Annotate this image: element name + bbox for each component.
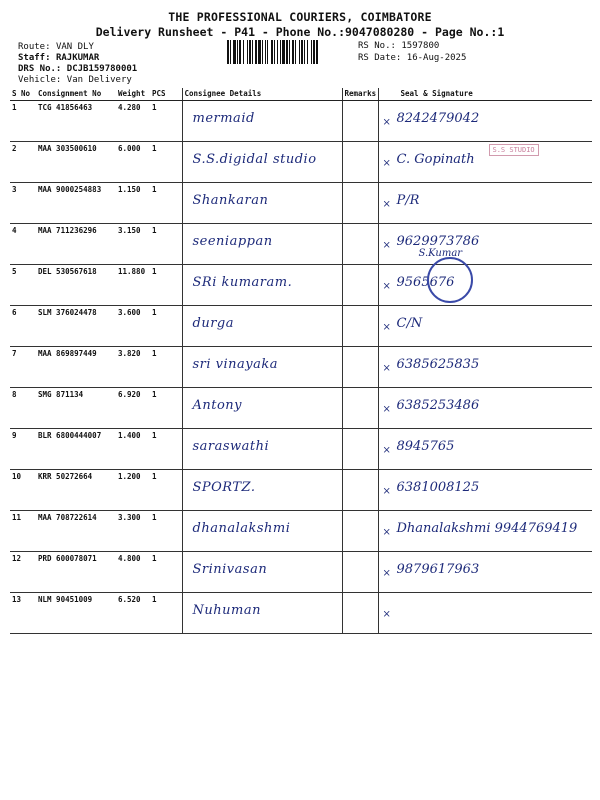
rs-date-value: 16-Aug-2025: [406, 52, 467, 63]
pcs-cell: 1: [150, 306, 182, 347]
seal-signature-cell: [378, 101, 592, 142]
tick-mark-icon: ×: [382, 117, 391, 128]
seal-signature-cell: [378, 224, 592, 265]
weight-cell: 3.150: [116, 224, 150, 265]
consignee-handwriting: durga: [192, 316, 234, 331]
pcs-cell: 1: [150, 265, 182, 306]
rs-no-value: 1597800: [401, 41, 440, 51]
col-seal: Seal & Signature: [378, 88, 592, 101]
weight-cell: 3.820: [116, 347, 150, 388]
consignment-cell: MAA 708722614: [36, 511, 116, 552]
remarks-cell: [342, 142, 378, 183]
tick-mark-icon: ×: [382, 322, 391, 333]
rs-date-line: RS Date: 16-Aug-2025: [358, 52, 467, 63]
sno-cell: 9: [10, 429, 36, 470]
consignee-cell: [182, 142, 342, 183]
col-consignment: Consignment No: [36, 88, 116, 101]
remarks-cell: [342, 265, 378, 306]
weight-cell: 1.200: [116, 470, 150, 511]
pcs-cell: 1: [150, 429, 182, 470]
consignee-cell: [182, 593, 342, 634]
seal-signature-cell: [378, 347, 592, 388]
pcs-cell: 1: [150, 183, 182, 224]
consignee-handwriting: Srinivasan: [192, 562, 268, 577]
tick-mark-icon: ×: [382, 363, 391, 374]
col-weight: Weight: [116, 88, 150, 101]
table-row: [10, 552, 592, 593]
signature-handwriting: 9629973786: [396, 234, 480, 249]
col-consignee: Consignee Details: [182, 88, 342, 101]
remarks-cell: [342, 347, 378, 388]
sno-cell: 10: [10, 470, 36, 511]
seal-signature-cell: [378, 306, 592, 347]
round-seal-stamp: [427, 257, 473, 303]
sno-cell: 11: [10, 511, 36, 552]
remarks-cell: [342, 388, 378, 429]
consignment-cell: KRR 50272664: [36, 470, 116, 511]
drs-value: DCJB159780001: [66, 64, 138, 74]
barcode: [227, 40, 354, 64]
seal-signature-cell: [378, 265, 592, 306]
table-row: [10, 306, 592, 347]
col-sno: S No: [10, 88, 36, 101]
tick-mark-icon: ×: [382, 568, 391, 579]
table-row: [10, 593, 592, 634]
weight-cell: 1.400: [116, 429, 150, 470]
pcs-cell: 1: [150, 552, 182, 593]
vehicle-value: Van Delivery: [66, 75, 132, 85]
remarks-cell: [342, 224, 378, 265]
consignment-cell: NLM 90451009: [36, 593, 116, 634]
route-value: VAN DLY: [55, 42, 94, 52]
sno-cell: 3: [10, 183, 36, 224]
consignee-cell: [182, 265, 342, 306]
remarks-cell: [342, 306, 378, 347]
pcs-cell: 1: [150, 593, 182, 634]
table-row: [10, 511, 592, 552]
consignment-cell: MAA 711236296: [36, 224, 116, 265]
consignee-handwriting: SPORTZ.: [192, 480, 256, 495]
consignee-handwriting: saraswathi: [192, 439, 270, 454]
col-pcs: PCS: [150, 88, 182, 101]
consignment-cell: SMG 871134: [36, 388, 116, 429]
table-row: [10, 265, 592, 306]
table-row: [10, 429, 592, 470]
remarks-cell: [342, 183, 378, 224]
consignee-cell: [182, 552, 342, 593]
signature-handwriting: 6385253486: [396, 398, 480, 413]
consignee-handwriting: S.S.digidal studio: [192, 152, 317, 167]
consignee-handwriting: SRi kumaram.: [192, 275, 293, 290]
weight-cell: 6.520: [116, 593, 150, 634]
consignee-handwriting: dhanalakshmi: [192, 521, 291, 536]
pcs-cell: 1: [150, 470, 182, 511]
consignment-cell: PRD 600078071: [36, 552, 116, 593]
sno-cell: 1: [10, 101, 36, 142]
remarks-cell: [342, 593, 378, 634]
consignment-cell: SLM 376024478: [36, 306, 116, 347]
pcs-cell: 1: [150, 224, 182, 265]
signature-handwriting: C. Gopinath: [396, 152, 475, 167]
remarks-cell: [342, 101, 378, 142]
business-stamp: S.S STUDIO: [489, 144, 539, 156]
sno-cell: 6: [10, 306, 36, 347]
table-row: [10, 347, 592, 388]
tick-mark-icon: ×: [382, 527, 391, 538]
pcs-cell: 1: [150, 101, 182, 142]
weight-cell: 3.600: [116, 306, 150, 347]
signature-name-handwriting: S.Kumar: [418, 248, 463, 259]
tick-mark-icon: ×: [382, 445, 391, 456]
staff-line: Staff: RAJKUMAR: [18, 53, 100, 63]
signature-handwriting: 8945765: [396, 439, 455, 454]
consignee-handwriting: Shankaran: [192, 193, 269, 208]
weight-cell: 11.880: [116, 265, 150, 306]
company-title: THE PROFESSIONAL COURIERS, COIMBATORE: [168, 10, 432, 24]
tick-mark-icon: ×: [382, 158, 391, 169]
seal-signature-cell: [378, 183, 592, 224]
runsheet-title: Delivery Runsheet - P41 - Phone No.:9047080280 - Page No.:1: [95, 25, 505, 39]
consignee-handwriting: Nuhuman: [192, 603, 261, 618]
signature-handwriting: P/R: [396, 193, 420, 208]
table-row: [10, 224, 592, 265]
remarks-cell: [342, 511, 378, 552]
table-row: [10, 470, 592, 511]
signature-handwriting: 6381008125: [396, 480, 480, 495]
table-row: [10, 101, 592, 142]
seal-signature-cell: [378, 142, 592, 183]
seal-signature-cell: [378, 388, 592, 429]
pcs-cell: 1: [150, 511, 182, 552]
consignee-cell: [182, 511, 342, 552]
pcs-cell: 1: [150, 142, 182, 183]
remarks-cell: [342, 470, 378, 511]
runsheet-meta-left: [18, 42, 137, 86]
signature-handwriting: C/N: [396, 316, 423, 331]
document-header: [0, 10, 600, 40]
tick-mark-icon: ×: [382, 486, 391, 497]
consignee-cell: [182, 388, 342, 429]
table-row: [10, 388, 592, 429]
sno-cell: 7: [10, 347, 36, 388]
route-line: Route: VAN DLY: [18, 42, 94, 52]
consignee-handwriting: seeniappan: [192, 234, 273, 249]
table-row: [10, 142, 592, 183]
tick-mark-icon: ×: [382, 240, 391, 251]
consignment-cell: DEL 530567618: [36, 265, 116, 306]
remarks-cell: [342, 429, 378, 470]
consignee-handwriting: sri vinayaka: [192, 357, 279, 372]
weight-cell: 6.920: [116, 388, 150, 429]
weight-cell: 1.150: [116, 183, 150, 224]
table-header-row: [10, 88, 592, 101]
staff-value: RAJKUMAR: [55, 53, 100, 63]
consignee-cell: [182, 101, 342, 142]
seal-signature-cell: [378, 429, 592, 470]
drs-line: DRS No.: DCJB159780001: [18, 64, 138, 74]
consignee-cell: [182, 306, 342, 347]
consignment-cell: MAA 9000254883: [36, 183, 116, 224]
tick-mark-icon: ×: [382, 404, 391, 415]
col-remarks: Remarks: [342, 88, 378, 101]
runsheet-meta-right: [358, 41, 466, 64]
consignee-cell: [182, 183, 342, 224]
remarks-cell: [342, 552, 378, 593]
seal-signature-cell: [378, 470, 592, 511]
signature-handwriting: Dhanalakshmi 9944769419: [396, 521, 578, 536]
pcs-cell: 1: [150, 388, 182, 429]
weight-cell: 3.300: [116, 511, 150, 552]
table-row: [10, 183, 592, 224]
consignee-handwriting: mermaid: [192, 111, 255, 126]
weight-cell: 4.800: [116, 552, 150, 593]
sno-cell: 5: [10, 265, 36, 306]
sno-cell: 2: [10, 142, 36, 183]
runsheet-table: [10, 88, 592, 634]
consignment-cell: BLR 6800444007: [36, 429, 116, 470]
seal-signature-cell: [378, 593, 592, 634]
consignment-cell: TCG 41856463: [36, 101, 116, 142]
consignee-cell: [182, 429, 342, 470]
weight-cell: 4.280: [116, 101, 150, 142]
tick-mark-icon: ×: [382, 609, 391, 620]
sno-cell: 8: [10, 388, 36, 429]
seal-signature-cell: [378, 552, 592, 593]
vehicle-line: Vehicle: Van Delivery: [18, 75, 132, 85]
signature-handwriting: 9879617963: [396, 562, 480, 577]
weight-cell: 6.000: [116, 142, 150, 183]
consignee-cell: [182, 347, 342, 388]
signature-handwriting: 9565676: [396, 275, 455, 290]
consignment-cell: MAA 303500610: [36, 142, 116, 183]
sno-cell: 13: [10, 593, 36, 634]
consignment-cell: MAA 869897449: [36, 347, 116, 388]
tick-mark-icon: ×: [382, 199, 391, 210]
sno-cell: 4: [10, 224, 36, 265]
rs-no-line: RS No.: 1597800: [358, 41, 440, 51]
signature-handwriting: 6385625835: [396, 357, 480, 372]
sno-cell: 12: [10, 552, 36, 593]
tick-mark-icon: ×: [382, 281, 391, 292]
signature-handwriting: 8242479042: [396, 111, 480, 126]
consignee-cell: [182, 470, 342, 511]
seal-signature-cell: [378, 511, 592, 552]
consignee-cell: [182, 224, 342, 265]
pcs-cell: 1: [150, 347, 182, 388]
consignee-handwriting: Antony: [192, 398, 243, 413]
